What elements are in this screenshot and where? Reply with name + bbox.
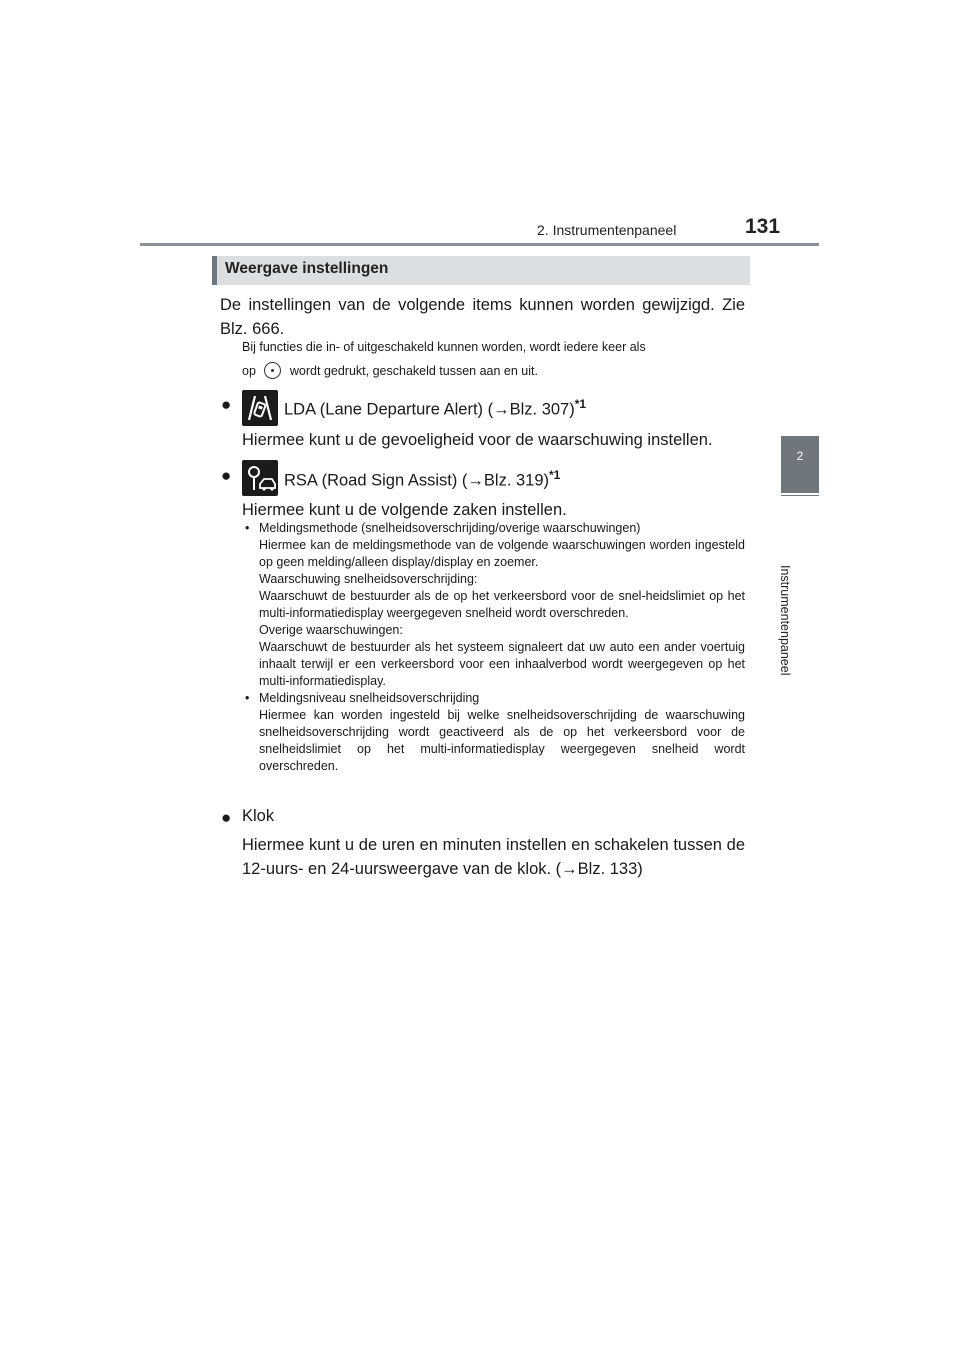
sub-item-title: Meldingsmethode (snelheidsoverschrijding/overige waarschuwingen)	[259, 521, 641, 535]
sub-item-text-other: Waarschuwt de bestuurder als het systeem signaleert dat uw auto een ander voertuig inhaalt terwijl er een verkeersbord voor een inhaalverbod wordt weergegeven op het multi-informatiedisplay.	[259, 640, 745, 688]
header-rule	[140, 243, 819, 246]
road-sign-assist-icon	[242, 460, 278, 496]
sub-item-text: Hiermee kan de meldingsmethode van de volgende waarschuwingen worden ingesteld op geen melding/alleen display/display en zoemer.	[259, 538, 745, 569]
note-before-button: op	[242, 364, 256, 378]
chapter-number: 2	[796, 449, 804, 463]
intro-paragraph: De instellingen van de volgende items kunnen worden gewijzigd. Zie Blz. 666.	[220, 296, 745, 338]
running-header-section: 2. Instrumentenpaneel	[537, 222, 677, 238]
item-bullet: ●	[221, 808, 232, 827]
sub-item-heading-speeding: Waarschuwing snelheidsoverschrijding:	[259, 572, 478, 586]
footnote-marker: *1	[549, 468, 561, 482]
item-title-lda-text: LDA (Lane Departure Alert) (→Blz. 307)	[284, 400, 575, 419]
item-title-rsa-text: RSA (Road Sign Assist) (→Blz. 319)	[284, 471, 550, 490]
footnote-marker: *1	[574, 397, 587, 411]
note-paragraph	[242, 339, 745, 380]
item-description-lda: Hiermee kunt u de gevoeligheid voor de waarschuwing instellen.	[242, 431, 713, 449]
section-title: Weergave instellingen	[225, 260, 389, 277]
chapter-tab-divider	[781, 495, 819, 496]
note-line-1: Bij functies die in- of uitgeschakeld kunnen worden, wordt iedere keer als	[242, 340, 646, 354]
sub-item-notification-method	[245, 520, 745, 690]
item-bullet: ●	[221, 466, 232, 485]
note-line-2	[242, 362, 745, 380]
sub-item-bullet: •	[245, 521, 250, 535]
page-number: 131	[745, 215, 781, 238]
note-after-button: wordt gedrukt, geschakeld tussen aan en uit.	[289, 364, 538, 378]
item-description-rsa: Hiermee kunt u de volgende zaken instellen.	[242, 501, 567, 519]
sub-item-title: Meldingsniveau snelheidsoverschrijding	[259, 691, 480, 705]
item-title-rsa	[284, 468, 560, 491]
meter-control-button-icon	[264, 362, 281, 379]
item-description-klok: Hiermee kunt u de uren en minuten instellen en schakelen tussen de 12-uurs- en 24-uursweergave van de klok. (→Blz. 133)	[242, 836, 745, 878]
item-title-lda	[284, 397, 586, 420]
lane-departure-alert-icon	[242, 390, 278, 426]
rsa-sub-list	[245, 520, 745, 775]
sub-item-speeding-level	[245, 690, 745, 775]
sub-item-text-speeding: Waarschuwt de bestuurder als de op het verkeersbord voor de snel-heidslimiet op het multi-informatiedisplay weergegeven snelheid wordt overschreden.	[259, 589, 745, 620]
sub-item-text: Hiermee kan worden ingesteld bij welke snelheidsoverschrijding de waarschuwing snelheidsoverschrijding wordt geactiveerd als de op het verkeersbord voor de snelheidslimiet op het multi-informatiedisplay weergegeven snelheid wordt overschreden.	[259, 708, 745, 773]
chapter-tab	[781, 436, 819, 493]
sub-item-heading-other: Overige waarschuwingen:	[259, 623, 403, 637]
section-heading-marker	[212, 256, 217, 285]
item-bullet: ●	[221, 395, 232, 414]
item-title-klok: Klok	[242, 807, 275, 825]
sub-item-bullet: •	[245, 691, 250, 705]
chapter-label: Instrumentenpaneel	[778, 565, 792, 676]
